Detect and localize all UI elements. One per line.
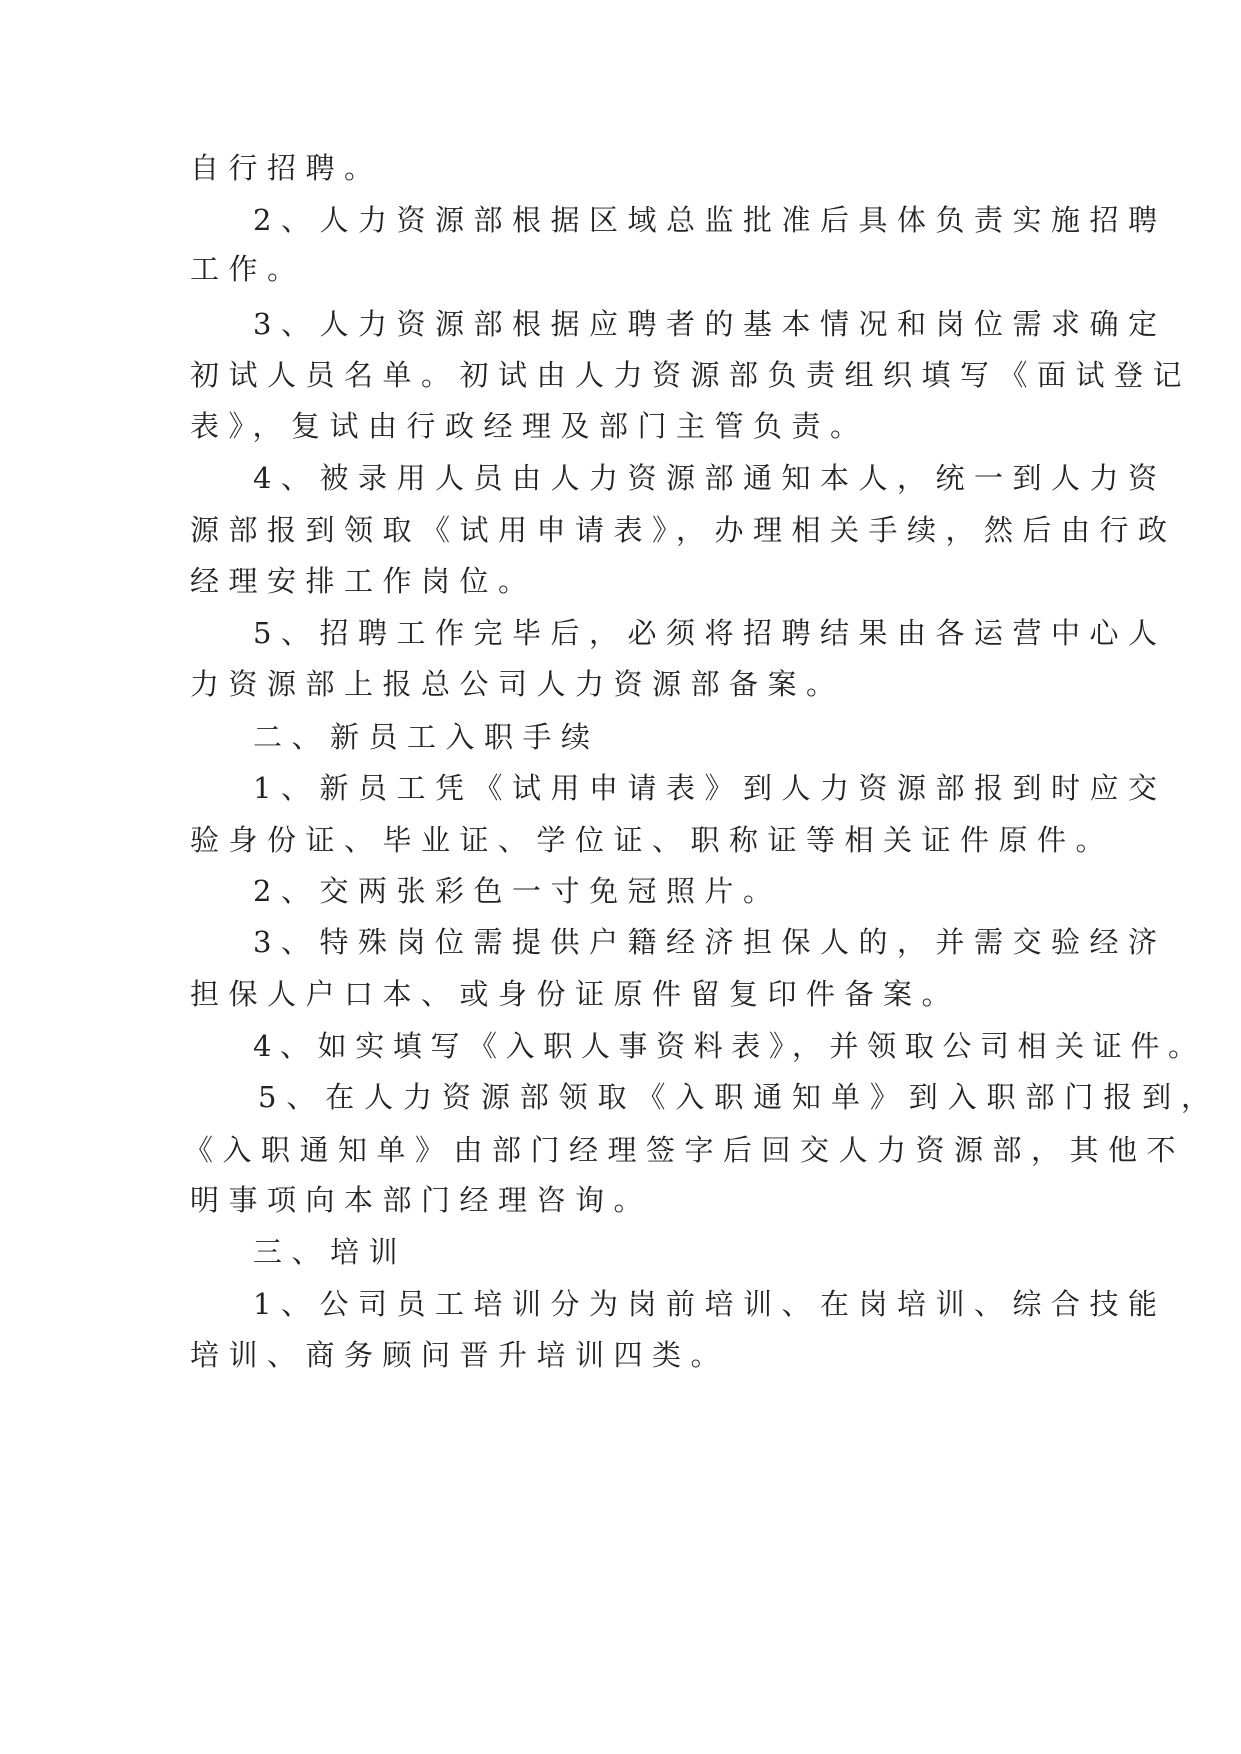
section-heading: 二、新员工入职手续 bbox=[253, 720, 600, 754]
paragraph-line: 5、招聘工作完毕后，必须将招聘结果由各运营中心人 bbox=[253, 616, 1167, 650]
paragraph-line: 1、新员工凭《试用申请表》到人力资源部报到时应交 bbox=[253, 771, 1167, 805]
paragraph-line: 2、交两张彩色一寸免冠照片。 bbox=[253, 874, 782, 908]
paragraph-line: 验身份证、毕业证、学位证、职称证等相关证件原件。 bbox=[190, 823, 1115, 857]
paragraph-line: 力资源部上报总公司人力资源部备案。 bbox=[190, 667, 845, 701]
paragraph-line: 明事项向本部门经理咨询。 bbox=[190, 1183, 653, 1217]
paragraph-line: 工作。 bbox=[190, 252, 306, 286]
paragraph-line: 5、在人力资源部领取《入职通知单》到入职部门报到， bbox=[258, 1080, 1220, 1114]
paragraph-line: 4、如实填写《入职人事资料表》，并领取公司相关证件。 bbox=[253, 1029, 1206, 1063]
paragraph-line: 源部报到领取《试用申请表》，办理相关手续，然后由行政 bbox=[190, 513, 1177, 547]
paragraph-line: 3、特殊岗位需提供户籍经济担保人的，并需交验经济 bbox=[253, 925, 1167, 959]
section-heading: 三、培训 bbox=[253, 1235, 408, 1269]
paragraph-line: 1、公司员工培训分为岗前培训、在岗培训、综合技能 bbox=[253, 1287, 1167, 1321]
paragraph-line: 4、被录用人员由人力资源部通知本人，统一到人力资 bbox=[253, 461, 1167, 495]
paragraph-line: 表》，复试由行政经理及部门主管负责。 bbox=[190, 409, 869, 443]
paragraph-line: 3、人力资源部根据应聘者的基本情况和岗位需求确定 bbox=[253, 307, 1167, 341]
paragraph-line: 《入职通知单》由部门经理签字后回交人力资源部，其他不 bbox=[184, 1133, 1186, 1167]
paragraph-line: 担保人户口本、或身份证原件留复印件备案。 bbox=[190, 977, 961, 1011]
paragraph-line: 自行招聘。 bbox=[190, 151, 383, 185]
paragraph-line: 2、人力资源部根据区域总监批准后具体负责实施招聘 bbox=[253, 203, 1167, 237]
paragraph-line: 培训、商务顾问晋升培训四类。 bbox=[190, 1338, 730, 1372]
paragraph-line: 初试人员名单。初试由人力资源部负责组织填写《面试登记 bbox=[190, 358, 1192, 392]
paragraph-line: 经理安排工作岗位。 bbox=[190, 564, 537, 598]
